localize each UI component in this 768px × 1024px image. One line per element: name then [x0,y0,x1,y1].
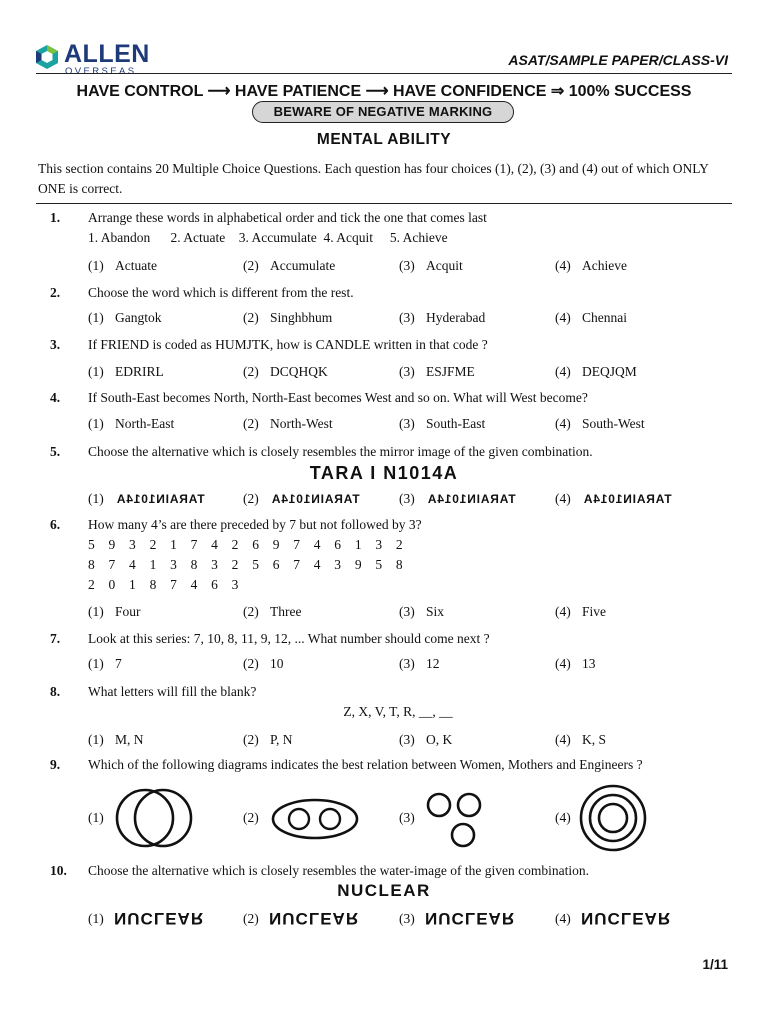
option-number: (1) [88,732,104,747]
motto: HAVE CONTROL ⟶ HAVE PATIENCE ⟶ HAVE CONFIDENCE ⇒ 100% SUCCESS [76,83,692,100]
option-number: (4) [555,364,571,379]
option-4[interactable] [555,656,596,672]
option-number: (3) [399,732,415,747]
option-text: Chennai [582,310,627,325]
question-number: 5. [50,444,61,459]
option-number: (1) [88,310,104,325]
option-text: 10 [270,656,284,671]
option-text: North-East [115,416,175,431]
header-divider [36,73,732,74]
option-text: 7 [115,656,122,671]
option-text: Gangtok [115,310,162,325]
option-number: (4) [555,604,571,619]
digit-sequence-line: 8 7 4 1 3 8 3 2 5 6 7 4 3 9 5 8 [88,557,408,572]
option-text: Achieve [582,258,627,273]
intro-divider [36,203,732,204]
question-number: 1. [50,210,61,225]
option-text: K, S [582,732,607,747]
option-number: (2) [243,732,259,747]
question-text: How many 4’s are there preceded by 7 but not followed by 3? [88,517,422,532]
section-title: MENTAL ABILITY [316,131,452,148]
venn-two-circles-in-ellipse[interactable] [270,797,360,841]
water-question-word: NUCLEAR [337,881,431,900]
option-3[interactable] [399,364,475,380]
option-number: (4) [555,732,571,747]
option-4[interactable] [555,604,606,620]
option-text: Hyderabad [426,310,486,325]
option-2[interactable] [243,604,301,620]
option-3[interactable] [399,908,515,928]
option-3[interactable] [399,732,452,748]
option-3-label[interactable]: (3) [399,810,415,825]
option-number: (2) [243,604,259,619]
logo-wordmark: ALLEN [64,40,150,68]
option-2[interactable] [243,908,359,928]
option-2-label[interactable]: (2) [243,810,259,825]
question-number: 4. [50,390,61,405]
option-3[interactable] [399,656,440,672]
option-number: (3) [399,364,415,379]
option-2[interactable] [243,491,360,507]
question-number: 3. [50,337,61,352]
letter-series: Z, X, V, T, R, __, __ [343,704,453,719]
option-4[interactable] [555,416,645,432]
venn-overlapping-circles[interactable] [112,785,196,851]
option-2[interactable] [243,364,328,380]
option-text: DEQJQM [582,364,637,379]
option-number: (4) [555,491,571,506]
option-3[interactable] [399,310,485,326]
question-number: 8. [50,684,61,699]
option-number: (2) [243,911,259,926]
question-number: 9. [50,757,61,772]
option-2[interactable] [243,258,335,274]
option-4[interactable] [555,364,637,380]
question-text: Choose the alternative which is closely resembles the water-image of the given combination. [88,863,589,878]
mirror-image-text: TARAIN1014A [583,492,672,506]
option-number: (3) [399,491,415,506]
option-number: (3) [399,310,415,325]
intro-highlight: 20 Multiple Choice Questions [155,161,318,176]
option-3[interactable] [399,258,463,274]
option-number: (4) [555,416,571,431]
negative-marking-warning: BEWARE OF NEGATIVE MARKING [252,101,514,123]
option-4-label[interactable]: (4) [555,810,571,825]
question-text: What letters will fill the blank? [88,684,257,699]
question-text: Choose the word which is different from the rest. [88,285,354,300]
option-text: North-West [270,416,333,431]
option-4[interactable] [555,310,627,326]
option-1[interactable] [88,258,157,274]
option-number: (4) [555,656,571,671]
hexagon-logo-icon [34,44,60,70]
option-number: (2) [243,656,259,671]
option-text: P, N [270,732,293,747]
option-text: 13 [582,656,596,671]
option-4[interactable] [555,491,672,507]
question-text: Which of the following diagrams indicates the best relation between Women, Mothers and Engineers ? [88,757,643,772]
paper-id: ASAT/SAMPLE PAPER/CLASS-VI [508,52,728,68]
option-number: (3) [399,258,415,273]
option-number: (2) [243,491,259,506]
option-number: (2) [243,416,259,431]
option-text: Five [582,604,607,619]
question-number: 6. [50,517,61,532]
option-1[interactable] [88,310,162,326]
venn-concentric-circles[interactable] [578,783,648,853]
allen-logo [34,42,164,76]
option-text: ESJFME [426,364,475,379]
option-1[interactable] [88,491,205,507]
option-2[interactable] [243,416,333,432]
logo-subtitle: OVERSEAS [65,66,137,77]
option-number: (1) [88,258,104,273]
question-text: Arrange these words in alphabetical order and tick the one that comes last [88,210,487,225]
intro-suffix: . Each question has four choices (1), (2), (3) and (4) out of which ONLY ONE is correct. [38,161,709,196]
digit-sequence-line: 2 0 1 8 7 4 6 3 [88,577,244,592]
option-text: Three [270,604,302,619]
option-number: (3) [399,416,415,431]
option-number: (1) [88,911,104,926]
section-instructions [38,159,728,199]
option-3[interactable] [399,416,485,432]
page-number: 1/11 [702,957,728,972]
option-number: (3) [399,656,415,671]
option-3[interactable] [399,491,516,507]
question-text: If South-East becomes North, North-East becomes West and so on. What will West become? [88,390,588,405]
intro-prefix: This section contains [38,161,156,176]
option-number: (2) [243,258,259,273]
option-1[interactable] [88,604,141,620]
option-4[interactable] [555,908,671,928]
option-text: Acquit [426,258,463,273]
option-2[interactable] [243,656,284,672]
option-number: (1) [88,656,104,671]
question-number: 7. [50,631,61,646]
question-number: 2. [50,285,61,300]
option-1[interactable] [88,416,174,432]
option-1[interactable] [88,364,164,380]
mirror-image-text: TARAIN1014A [427,492,516,506]
option-text: Actuate [115,258,157,273]
option-number: (1) [88,364,104,379]
option-number: (1) [88,604,104,619]
mirror-image-text: TARAIN1014A [271,492,360,506]
question-text: If FRIEND is coded as HUMJTK, how is CANDLE written in that code ? [88,337,488,352]
option-text: DCQHQK [270,364,328,379]
water-image-text: NUCLEAR [114,909,205,928]
option-number: (4) [555,310,571,325]
digit-sequence-line: 5 9 3 2 1 7 4 2 6 9 7 4 6 1 3 2 [88,537,408,552]
option-1[interactable] [88,656,122,672]
question-text: Choose the alternative which is closely resembles the mirror image of the given combination. [88,444,593,459]
option-number: (1) [88,491,104,506]
question-text: Look at this series: 7, 10, 8, 11, 9, 12, ... What number should come next ? [88,631,490,646]
option-text: M, N [115,732,144,747]
option-4[interactable] [555,732,606,748]
option-text: Accumulate [270,258,336,273]
question-subline: 1. Abandon 2. Actuate 3. Accumulate 4. Acquit 5. Achieve [88,230,448,245]
venn-three-separate-circles[interactable] [424,791,488,849]
option-text: Six [426,604,445,619]
option-text: 12 [426,656,440,671]
option-text: EDRIRL [115,364,164,379]
option-2[interactable] [243,732,293,748]
water-image-text: NUCLEAR [581,909,672,928]
option-text: Singhbhum [270,310,333,325]
option-number: (4) [555,258,571,273]
mirror-image-text: TARAIN1014A [116,492,205,506]
option-3[interactable] [399,604,444,620]
water-image-text: NUCLEAR [269,909,360,928]
option-text: O, K [426,732,453,747]
option-number: (3) [399,911,415,926]
option-1-label[interactable]: (1) [88,810,104,825]
option-4[interactable] [555,258,627,274]
option-text: South-East [426,416,486,431]
option-number: (1) [88,416,104,431]
option-number: (2) [243,310,259,325]
option-number: (3) [399,604,415,619]
question-number: 10. [50,863,67,878]
option-number: (4) [555,911,571,926]
option-1[interactable] [88,908,204,928]
option-number: (2) [243,364,259,379]
mirror-question-word: TARA I N1014A [309,463,459,483]
option-2[interactable] [243,310,332,326]
water-image-text: NUCLEAR [425,909,516,928]
option-1[interactable] [88,732,144,748]
option-text: Four [115,604,141,619]
option-text: South-West [582,416,645,431]
